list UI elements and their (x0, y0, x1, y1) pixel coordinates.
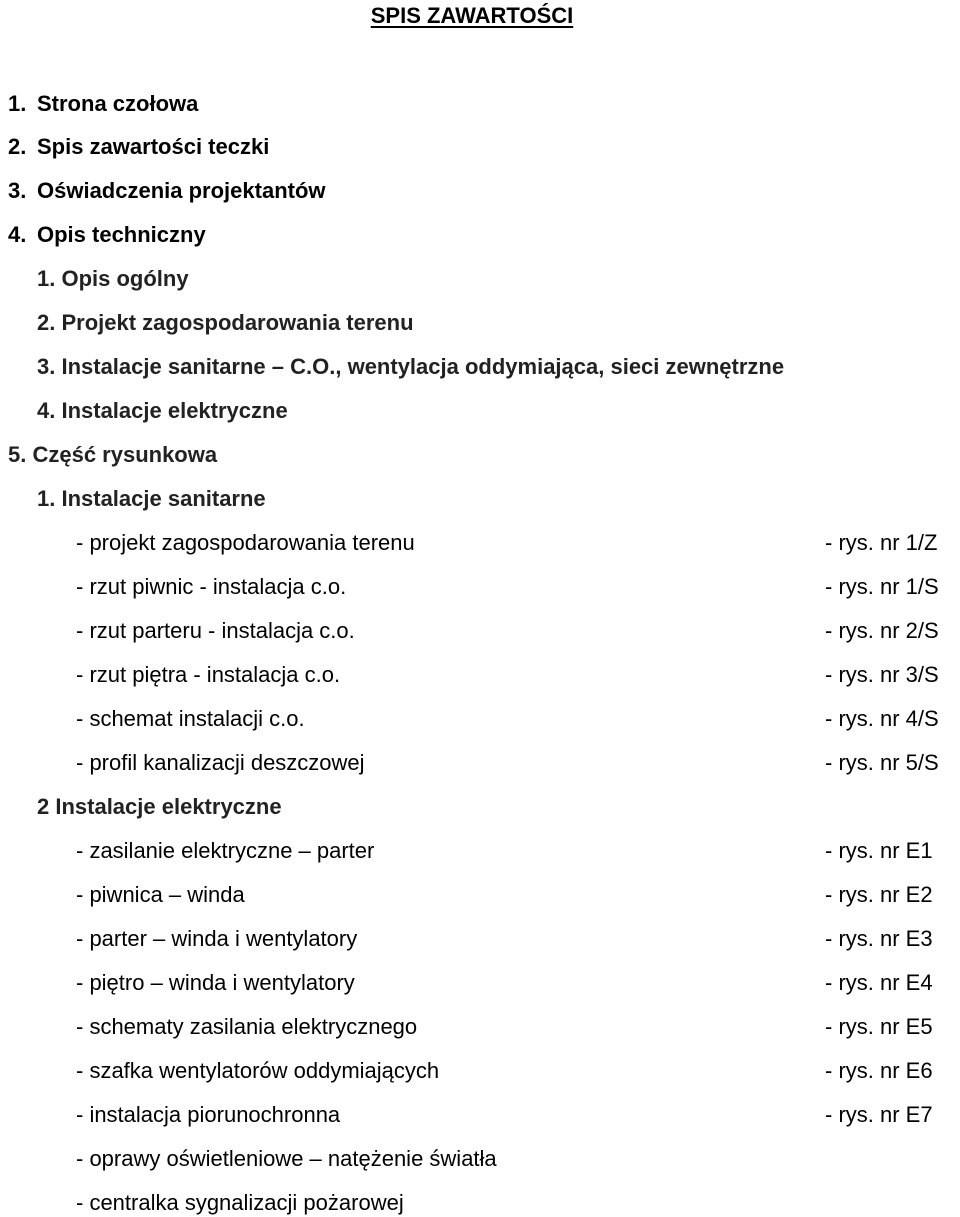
toc-item-label: Strona czołowa (37, 91, 199, 116)
drawing-item-ref: - rys. nr E2 (825, 882, 933, 907)
drawing-item-ref: - rys. nr 1/Z (825, 530, 938, 555)
opis-section: 5. Część rysunkowa (8, 442, 218, 467)
drawing-item-ref: - rys. nr 2/S (825, 618, 939, 643)
toc-item-number: 2. (8, 134, 27, 159)
drawing-item-label: - parter – winda i wentylatory (76, 926, 358, 951)
drawing-item-label: - profil kanalizacji deszczowej (76, 750, 365, 775)
drawing-item-label: - schemat instalacji c.o. (76, 706, 305, 731)
drawing-item-ref: - rys. nr 3/S (825, 662, 939, 687)
toc-item-number: 1. (8, 91, 27, 116)
drawing-item-label: - oprawy oświetleniowe – natężenie światła (76, 1146, 497, 1171)
drawing-item-label: - rzut parteru - instalacja c.o. (76, 618, 355, 643)
opis-section: 1. Opis ogólny (37, 266, 189, 291)
toc-item (8, 221, 206, 249)
group-heading-sanitary: 1. Instalacje sanitarne (37, 486, 266, 511)
drawing-item-label: - instalacja piorunochronna (76, 1102, 341, 1127)
drawing-item-label: - schematy zasilania elektrycznego (76, 1014, 418, 1039)
drawing-item-label: - rzut piętra - instalacja c.o. (76, 662, 341, 687)
drawing-item-label: - piętro – winda i wentylatory (76, 970, 355, 995)
opis-section: 4. Instalacje elektryczne (37, 398, 288, 423)
opis-section: 3. Instalacje sanitarne – C.O., wentylacja oddymiająca, sieci zewnętrzne (37, 354, 785, 379)
opis-section: 2. Projekt zagospodarowania terenu (37, 310, 414, 335)
drawing-item-ref: - rys. nr 5/S (825, 750, 939, 775)
toc-item-number: 3. (8, 178, 27, 203)
drawing-item-ref: - rys. nr E4 (825, 970, 933, 995)
drawing-item-ref: - rys. nr E1 (825, 838, 933, 863)
document-title: SPIS ZAWARTOŚCI (370, 3, 574, 28)
drawing-item-ref: - rys. nr 1/S (825, 574, 939, 599)
toc-item (8, 90, 198, 118)
drawing-item-ref: - rys. nr E5 (825, 1014, 933, 1039)
drawing-item-ref: - rys. nr E7 (825, 1102, 933, 1127)
toc-item-label: Opis techniczny (37, 222, 206, 247)
toc-item-label: Oświadczenia projektantów (37, 178, 326, 203)
toc-item-number: 4. (8, 222, 27, 247)
drawing-item-label: - centralka sygnalizacji pożarowej (76, 1190, 404, 1215)
drawing-item-label: - zasilanie elektryczne – parter (76, 838, 375, 863)
drawing-item-ref: - rys. nr E6 (825, 1058, 933, 1083)
drawing-item-label: - rzut piwnic - instalacja c.o. (76, 574, 347, 599)
group-heading-electric: 2 Instalacje elektryczne (37, 794, 282, 819)
drawing-item-label: - szafka wentylatorów oddymiających (76, 1058, 440, 1083)
drawing-item-label: - projekt zagospodarowania terenu (76, 530, 415, 555)
drawing-item-ref: - rys. nr E3 (825, 926, 933, 951)
toc-item-label: Spis zawartości teczki (37, 134, 270, 159)
drawing-item-label: - piwnica – winda (76, 882, 245, 907)
toc-item (8, 133, 269, 161)
drawing-item-ref: - rys. nr 4/S (825, 706, 939, 731)
toc-item (8, 177, 326, 205)
